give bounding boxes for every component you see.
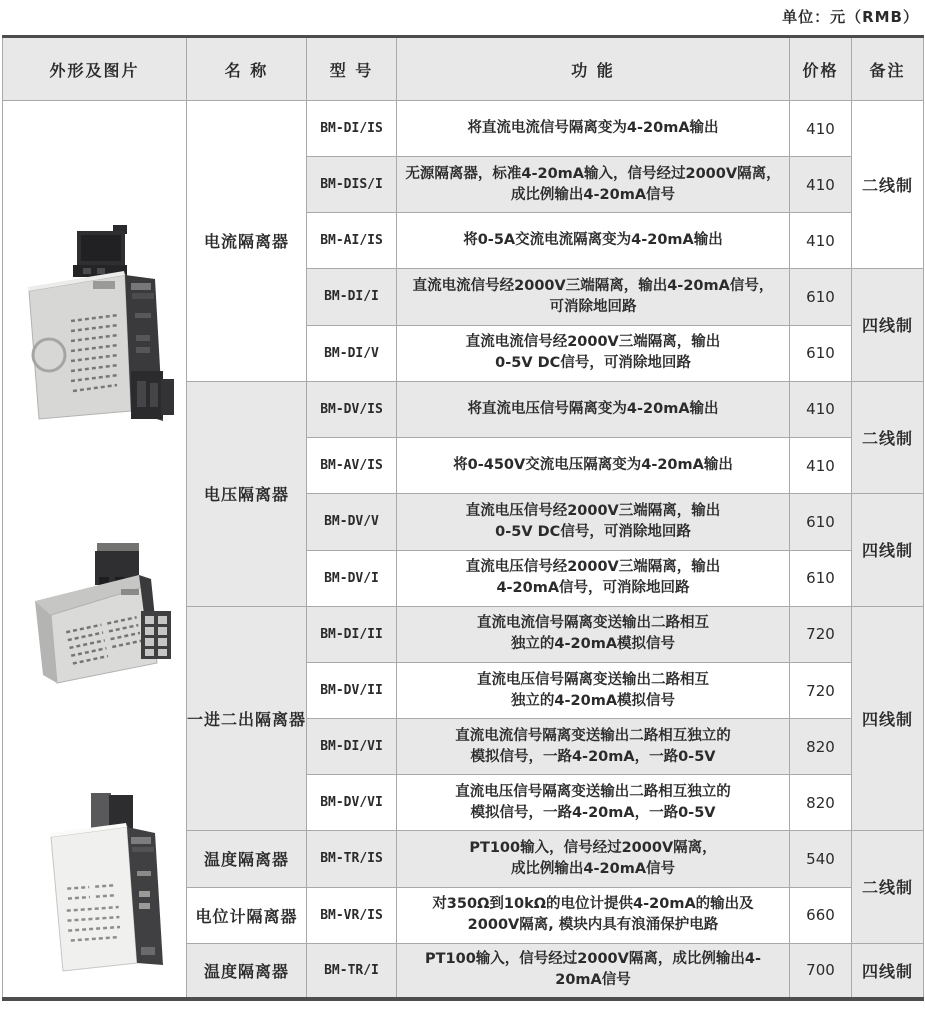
model-cell: BM-DV/IS: [307, 381, 397, 438]
isolator-module-photo-2: [17, 537, 175, 705]
function-line: 独立的4-20mA模拟信号: [510, 636, 676, 653]
price-cell: 820: [790, 775, 852, 831]
function-cell: [397, 157, 790, 213]
function-line: 将直流电压信号隔离变为4-20mA输出: [467, 400, 719, 417]
function-line: 直流电压信号经2000V三端隔离，输出: [465, 559, 721, 575]
isolator-module-photo-3: [31, 783, 171, 975]
function-line: 直流电流信号隔离变送输出二路相互: [477, 615, 709, 632]
header-row: [3, 37, 924, 101]
function-cell: [397, 213, 790, 269]
model-cell: BM-DI/II: [307, 606, 397, 663]
function-line: 直流电压信号隔离变送输出二路相互: [477, 671, 709, 688]
function-line: 独立的4-20mA模拟信号: [510, 692, 676, 709]
name-cell-potentiometer-isolator: 电位计隔离器: [187, 887, 307, 943]
price-cell: 660: [790, 887, 852, 943]
model-cell: BM-DI/VI: [307, 719, 397, 775]
function-cell: [397, 494, 790, 551]
model-cell: BM-AI/IS: [307, 213, 397, 269]
function-cell: [397, 943, 790, 999]
model-cell: BM-DV/VI: [307, 775, 397, 831]
price-cell: 410: [790, 213, 852, 269]
remark-cell-two-wire: 二线制: [852, 101, 924, 269]
function-cell: [397, 663, 790, 719]
product-photo-stack: [3, 101, 186, 997]
model-cell: BM-TR/IS: [307, 831, 397, 888]
price-cell: 720: [790, 606, 852, 663]
isolator-module-photo-1: [13, 213, 175, 425]
function-line: PT100输入，信号经过2000V隔离，成比例输出4-20mA信号: [425, 951, 761, 989]
function-line: 直流电压信号隔离变送输出二路相互独立的: [455, 783, 731, 800]
function-cell: [397, 325, 790, 381]
model-cell: BM-DV/II: [307, 663, 397, 719]
name-cell-voltage-isolator: 电压隔离器: [187, 381, 307, 606]
model-cell: BM-DI/I: [307, 269, 397, 326]
function-line: 直流电流信号经2000V三端隔离，输出: [465, 334, 721, 350]
price-cell: 610: [790, 325, 852, 381]
remark-cell-two-wire: 二线制: [852, 831, 924, 944]
function-line: 4-20mA信号，可消除地回路: [496, 580, 690, 596]
col-header-appearance: 外形及图片: [3, 37, 187, 101]
remark-cell-four-wire: 四线制: [852, 606, 924, 831]
col-header-function: 功 能: [397, 37, 790, 101]
col-header-price: 价格: [790, 37, 852, 101]
model-cell: BM-VR/IS: [307, 887, 397, 943]
function-cell: [397, 831, 790, 888]
model-cell: BM-DV/I: [307, 550, 397, 606]
col-header-name: 名 称: [187, 37, 307, 101]
function-line: 成比例输出4-20mA信号: [510, 860, 676, 877]
name-cell-temperature-isolator: 温度隔离器: [187, 831, 307, 888]
function-line: 模拟信号，一路4-20mA，一路0-5V: [470, 748, 716, 765]
function-cell: [397, 606, 790, 663]
function-line: 模拟信号，一路4-20mA，一路0-5V: [470, 804, 716, 821]
model-cell: BM-DI/IS: [307, 101, 397, 157]
price-cell: 820: [790, 719, 852, 775]
function-line: 将0-450V交流电压隔离变为4-20mA输出: [453, 457, 733, 473]
function-line: 无源隔离器，标准4-20mA输入，信号经过2000V隔离，: [405, 165, 781, 182]
function-cell: [397, 381, 790, 438]
price-cell: 610: [790, 550, 852, 606]
remark-cell-four-wire: 四线制: [852, 269, 924, 382]
function-line: 成比例输出4-20mA信号: [510, 186, 676, 203]
function-cell: [397, 101, 790, 157]
price-cell: 410: [790, 101, 852, 157]
remark-cell-four-wire: 四线制: [852, 494, 924, 607]
price-cell: 540: [790, 831, 852, 888]
price-cell: 410: [790, 381, 852, 438]
col-header-model: 型 号: [307, 37, 397, 101]
function-line: 可消除地回路: [549, 298, 637, 315]
function-cell: [397, 887, 790, 943]
model-cell: BM-TR/I: [307, 943, 397, 999]
table-row: [3, 101, 924, 157]
function-line: 0-5V DC信号，可消除地回路: [495, 355, 691, 371]
function-cell: [397, 550, 790, 606]
function-line: 直流电压信号经2000V三端隔离，输出: [465, 502, 721, 519]
function-cell: [397, 719, 790, 775]
model-cell: BM-DI/V: [307, 325, 397, 381]
price-cell: 720: [790, 663, 852, 719]
price-cell: 410: [790, 438, 852, 494]
model-cell: BM-DIS/I: [307, 157, 397, 213]
function-line: 2000V隔离, 模块内具有浪涌保护电路: [467, 917, 719, 933]
remark-cell-two-wire: 二线制: [852, 381, 924, 494]
name-cell-one-in-two-out-isolator: 一进二出隔离器: [187, 606, 307, 831]
function-line: 0-5V DC信号，可消除地回路: [495, 523, 691, 540]
price-cell: 610: [790, 494, 852, 551]
price-cell: 610: [790, 269, 852, 326]
unit-label: 单位：元（RMB）: [782, 8, 919, 26]
function-line: 对350Ω到10kΩ的电位计提供4-20mA的输出及: [432, 896, 754, 912]
function-line: 直流电流信号隔离变送输出二路相互独立的: [455, 727, 731, 744]
function-cell: [397, 269, 790, 326]
name-cell-current-isolator: 电流隔离器: [187, 101, 307, 382]
function-line: 将直流电流信号隔离变为4-20mA输出: [467, 120, 719, 136]
price-cell: 410: [790, 157, 852, 213]
product-price-table: [2, 35, 924, 1001]
function-line: 直流电流信号经2000V三端隔离，输出4-20mA信号，: [412, 277, 774, 294]
price-cell: 700: [790, 943, 852, 999]
remark-cell-four-wire: 四线制: [852, 943, 924, 999]
col-header-remark: 备注: [852, 37, 924, 101]
function-line: 将0-5A交流电流隔离变为4-20mA输出: [463, 232, 723, 248]
function-line: PT100输入，信号经过2000V隔离，: [469, 839, 717, 856]
function-cell: [397, 438, 790, 494]
model-cell: BM-DV/V: [307, 494, 397, 551]
function-cell: [397, 775, 790, 831]
model-cell: BM-AV/IS: [307, 438, 397, 494]
product-photos-cell: [3, 101, 187, 1000]
name-cell-temperature-isolator: 温度隔离器: [187, 943, 307, 999]
